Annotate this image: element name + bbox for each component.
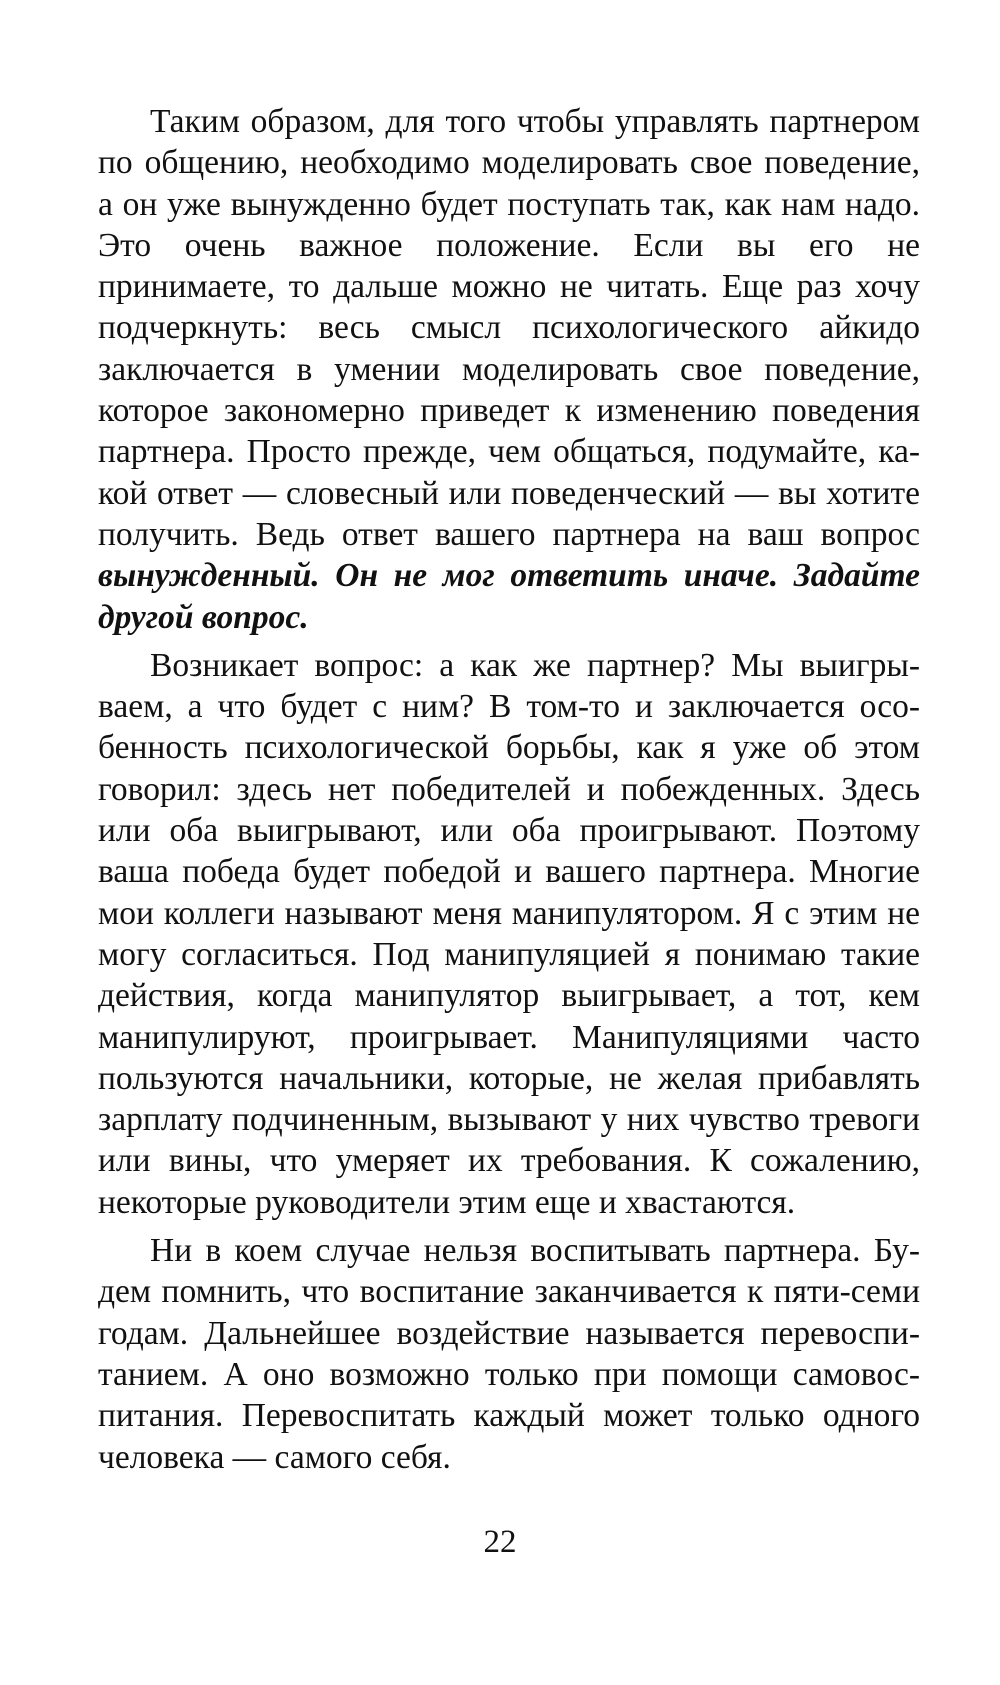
paragraph-2 xyxy=(98,645,920,1223)
paragraph-1 xyxy=(98,101,920,638)
body-text xyxy=(98,101,920,1485)
paragraph-3 xyxy=(98,1230,920,1478)
paragraph-3-text: Ни в коем случае нельзя воспитывать партнера. Будем помнить, что воспитание заканчивается к пяти-семи годам. Дальнейшее воздействие называется перевоспитанием. А оно возможно только при помощи самовоспитания. Перевоспитать каждый может только одного человека — самого себя. xyxy=(98,1232,920,1476)
paragraph-1-emphasis: вынужденный. Он не мог ответить иначе. Задайте другой вопрос. xyxy=(98,557,920,636)
paragraph-1-text: Таким образом, для того чтобы управлять партнером по общению, необходимо моделировать свое поведение, а он уже вынужденно будет поступать так, как нам надо. Это очень важное положение. Если вы его не принимаете, то дальше можно не читать. Еще раз хочу подчеркнуть: весь смысл психологического айкидо заключается в умении моделировать свое поведение, которое закономерно приведет к изменению поведения партнера. Просто прежде, чем общаться, подумайте, какой ответ — словесный или поведенческий — вы хотите получить. Ведь ответ вашего партнера на ваш вопрос xyxy=(98,103,920,553)
page-number: 22 xyxy=(483,1524,517,1560)
paragraph-2-text: Возникает вопрос: а как же партнер? Мы выигрываем, а что будет с ним? В том-то и заключается особенность психологической борьбы, как я уже об этом говорил: здесь нет победителей и побежденных. Здесь или оба выигрывают, или оба проигрывают. Поэтому ваша победа будет победой и вашего партнера. Многие мои коллеги называют меня манипулятором. Я с этим не могу согласиться. Под манипуляцией я понимаю такие действия, когда манипулятор выигрывает, а тот, кем манипулируют, проигрывает. Манипуляциями часто пользуются начальники, которые, не желая прибавлять зарплату подчиненным, вызывают у них чувство тревоги или вины, что умеряет их требования. К сожалению, некоторые руководители этим еще и хвастаются. xyxy=(98,646,920,1221)
